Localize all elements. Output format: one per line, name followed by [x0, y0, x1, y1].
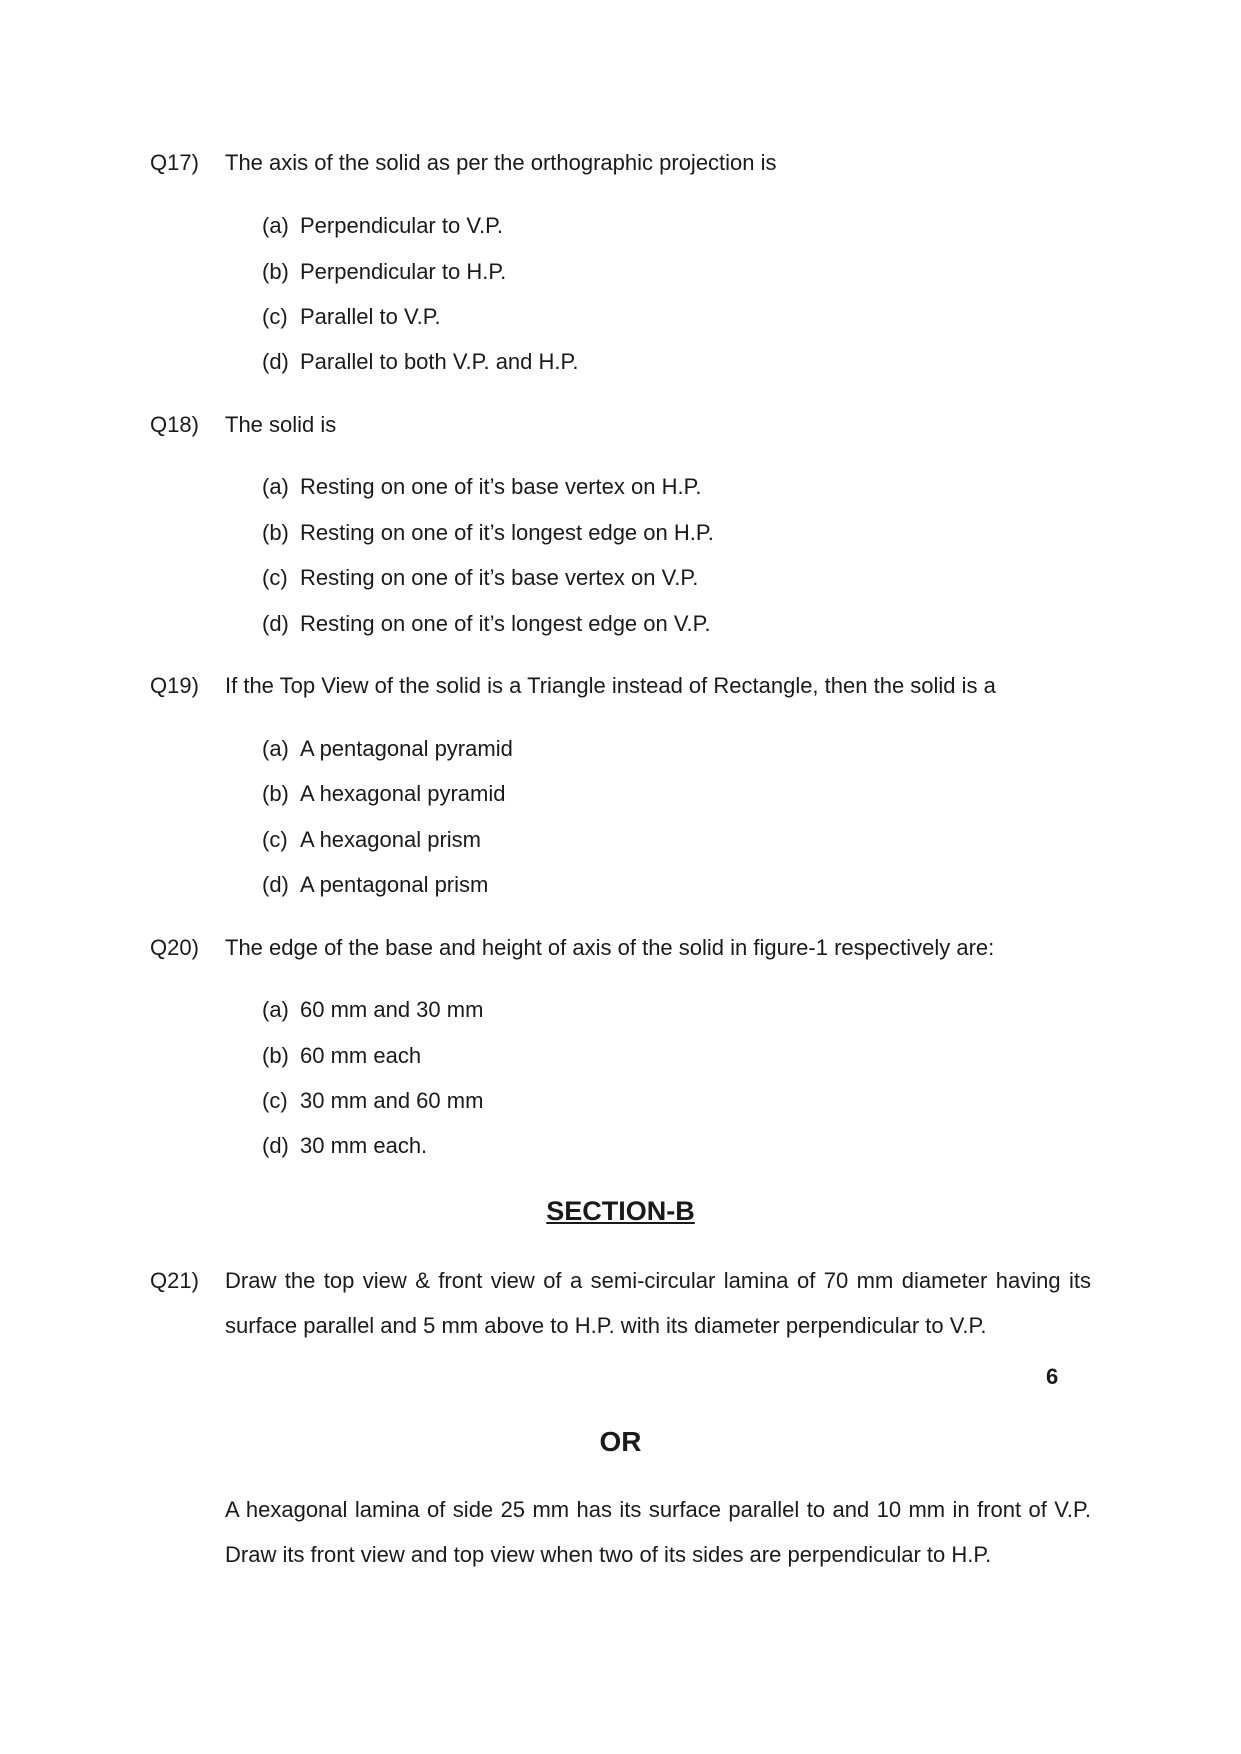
option-label: (a) — [262, 474, 289, 499]
option-text: A hexagonal prism — [300, 827, 481, 852]
option-label: (a) — [262, 736, 289, 761]
option-item — [262, 261, 506, 283]
option-label: (a) — [262, 997, 289, 1022]
question-number: Q19) — [150, 673, 199, 698]
option-item — [262, 567, 698, 589]
option-text: Perpendicular to V.P. — [300, 213, 504, 238]
option-item — [262, 783, 505, 805]
option-text: 30 mm each. — [300, 1133, 428, 1158]
question-number: Q18) — [150, 412, 199, 437]
option-item — [262, 306, 441, 328]
option-item — [262, 522, 714, 544]
marks-label: 6 — [1046, 1364, 1059, 1389]
option-label: (c) — [262, 827, 288, 852]
option-text: Resting on one of it’s base vertex on H.P. — [300, 474, 702, 499]
option-label: (d) — [262, 611, 289, 636]
alternative-question-text: A hexagonal lamina of side 25 mm has its surface parallel to and 10 mm in front of V.P. Draw its front view and top view when two of its sides are perpendicular to H.P. — [225, 1497, 1091, 1567]
option-item — [262, 829, 481, 851]
question-text: The axis of the solid as per the orthographic projection is — [225, 150, 777, 175]
option-text: Resting on one of it’s longest edge on H.P. — [300, 520, 714, 545]
question-text: The solid is — [225, 412, 337, 437]
option-item — [262, 1135, 427, 1157]
option-text: A pentagonal pyramid — [300, 736, 513, 761]
option-text: Resting on one of it’s base vertex on V.P. — [300, 565, 699, 590]
question-text: Draw the top view & front view of a semi-circular lamina of 70 mm diameter having its surface parallel and 5 mm above to H.P. with its diameter perpendicular to V.P. — [225, 1268, 1091, 1338]
option-item — [262, 1045, 421, 1067]
option-text: A pentagonal prism — [300, 872, 489, 897]
question-number: Q21) — [150, 1268, 199, 1293]
option-label: (a) — [262, 213, 289, 238]
section-heading: SECTION-B — [546, 1196, 695, 1226]
option-text: Parallel to V.P. — [300, 304, 441, 329]
option-label: (b) — [262, 259, 289, 284]
option-text: A hexagonal pyramid — [300, 781, 506, 806]
option-label: (d) — [262, 872, 289, 897]
option-label: (c) — [262, 304, 288, 329]
option-item — [262, 999, 483, 1021]
option-item — [262, 874, 488, 896]
option-label: (c) — [262, 1088, 288, 1113]
option-item — [262, 1090, 483, 1112]
option-item — [262, 351, 578, 373]
option-text: 60 mm each — [300, 1043, 422, 1068]
option-label: (b) — [262, 781, 289, 806]
question-text: If the Top View of the solid is a Triangle instead of Rectangle, then the solid is a — [225, 673, 996, 698]
option-label: (c) — [262, 565, 288, 590]
question-number: Q17) — [150, 150, 199, 175]
option-label: (b) — [262, 520, 289, 545]
option-label: (b) — [262, 1043, 289, 1068]
option-label: (d) — [262, 1133, 289, 1158]
question-text: The edge of the base and height of axis of the solid in figure-1 respectively are: — [225, 935, 995, 960]
option-item — [262, 476, 702, 498]
option-text: 60 mm and 30 mm — [300, 997, 484, 1022]
option-item — [262, 738, 513, 760]
option-text: Perpendicular to H.P. — [300, 259, 507, 284]
option-label: (d) — [262, 349, 289, 374]
option-text: Parallel to both V.P. and H.P. — [300, 349, 579, 374]
option-item — [262, 215, 503, 237]
option-text: 30 mm and 60 mm — [300, 1088, 484, 1113]
question-number: Q20) — [150, 935, 199, 960]
option-text: Resting on one of it’s longest edge on V.P. — [300, 611, 711, 636]
or-divider: OR — [599, 1426, 642, 1457]
option-item — [262, 613, 711, 635]
